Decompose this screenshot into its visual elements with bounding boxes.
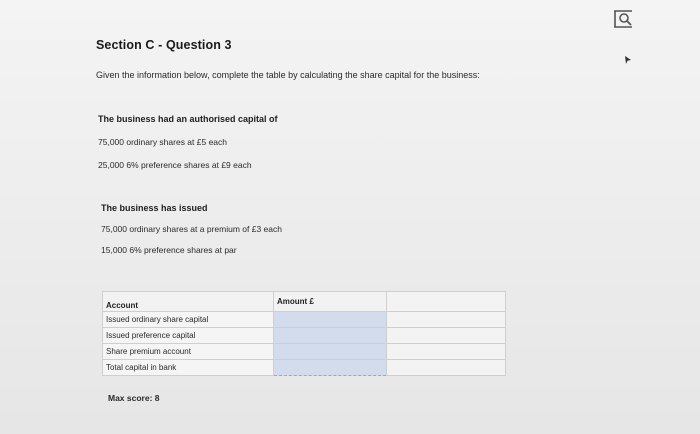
question-instruction: Given the information below, complete the table by calculating the share capital for the business: (96, 70, 480, 80)
amount-input-total[interactable] (274, 360, 387, 376)
table-row (103, 328, 506, 344)
table-header-row (103, 292, 506, 312)
empty-cell (387, 328, 506, 344)
share-capital-table (102, 291, 506, 376)
issued-heading: The business has issued (101, 203, 208, 213)
question-title: Section C - Question 3 (96, 38, 232, 52)
empty-cell (387, 360, 506, 376)
issued-line-ordinary: 75,000 ordinary shares at a premium of £3 each (101, 224, 282, 234)
amount-input-ordinary[interactable] (274, 312, 387, 328)
issued-line-preference: 15,000 6% preference shares at par (101, 244, 237, 255)
empty-cell (387, 312, 506, 328)
column-header-amount: Amount £ (274, 292, 387, 312)
amount-input-premium[interactable] (274, 344, 387, 360)
table-row (103, 360, 506, 376)
column-header-account: Account (103, 292, 274, 312)
image-search-icon[interactable] (612, 8, 634, 30)
max-score: Max score: 8 (108, 393, 160, 403)
empty-cell (387, 344, 506, 360)
empty-header-cell (387, 292, 506, 312)
table-row (103, 312, 506, 328)
authorised-line-preference: 25,000 6% preference shares at £9 each (98, 159, 252, 170)
authorised-heading: The business had an authorised capital of (98, 114, 278, 124)
authorised-line-ordinary: 75,000 ordinary shares at £5 each (98, 137, 228, 147)
row-label-preference: Issued preference capital (103, 328, 274, 344)
row-label-premium: Share premium account (103, 344, 274, 360)
authorised-capital-block (98, 115, 278, 169)
amount-input-preference[interactable] (274, 328, 387, 344)
row-label-total: Total capital in bank (103, 360, 274, 376)
pointer-arrow-icon (624, 55, 632, 65)
issued-capital-block (101, 204, 282, 254)
row-label-ordinary: Issued ordinary share capital (103, 312, 274, 328)
table-row (103, 344, 506, 360)
